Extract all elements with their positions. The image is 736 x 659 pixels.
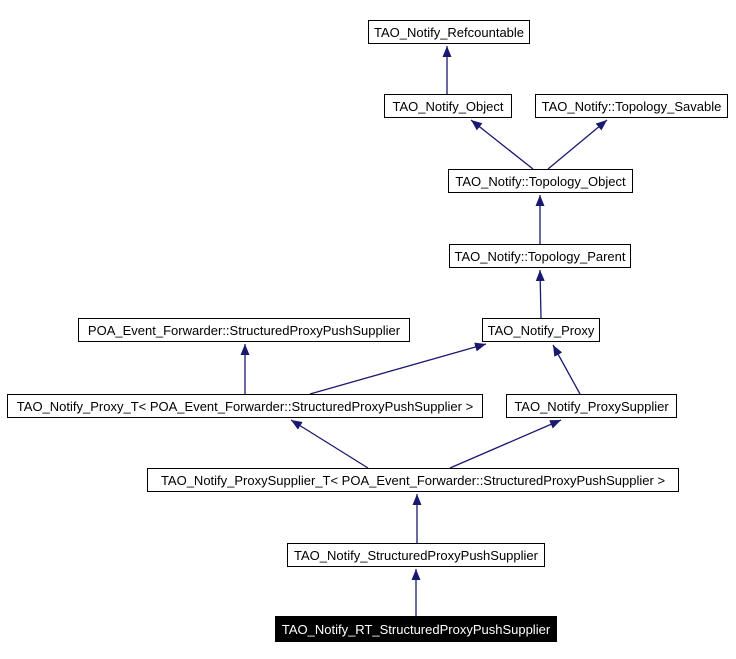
edge-proxyt-to-proxy (310, 344, 486, 394)
class-node-notify-proxy-t[interactable]: TAO_Notify_Proxy_T< POA_Event_Forwarder::StructuredProxyPushSupplier > (7, 394, 483, 418)
class-node-structuredproxypushsupplier[interactable]: TAO_Notify_StructuredProxyPushSupplier (287, 543, 545, 567)
edge-proxysupplier-to-proxy (553, 345, 580, 394)
edge-topologyobject-to-object (471, 120, 533, 169)
edge-proxysuppliert-to-proxyt (291, 420, 368, 468)
class-node-topology-savable[interactable]: TAO_Notify::Topology_Savable (535, 94, 728, 118)
class-node-proxysupplier[interactable]: TAO_Notify_ProxySupplier (506, 394, 677, 418)
edge-proxy-to-topologyparent (540, 270, 541, 318)
class-node-proxysupplier-t[interactable]: TAO_Notify_ProxySupplier_T< POA_Event_Forwarder::StructuredProxyPushSupplier > (147, 468, 679, 492)
class-node-topology-object[interactable]: TAO_Notify::Topology_Object (448, 169, 633, 193)
class-node-refcountable[interactable]: TAO_Notify_Refcountable (368, 20, 530, 44)
class-node-topology-parent[interactable]: TAO_Notify::Topology_Parent (449, 244, 631, 268)
class-node-notify-proxy[interactable]: TAO_Notify_Proxy (482, 318, 600, 342)
class-node-notify-object[interactable]: TAO_Notify_Object (384, 94, 512, 118)
class-node-rt-structuredproxypushsupplier-current: TAO_Notify_RT_StructuredProxyPushSupplier (275, 616, 557, 642)
edge-proxysuppliert-to-proxysupplier (450, 420, 561, 468)
edge-topologyobject-to-savable (548, 120, 607, 169)
class-node-poa-structuredproxypushsupplier[interactable]: POA_Event_Forwarder::StructuredProxyPushSupplier (78, 318, 410, 342)
